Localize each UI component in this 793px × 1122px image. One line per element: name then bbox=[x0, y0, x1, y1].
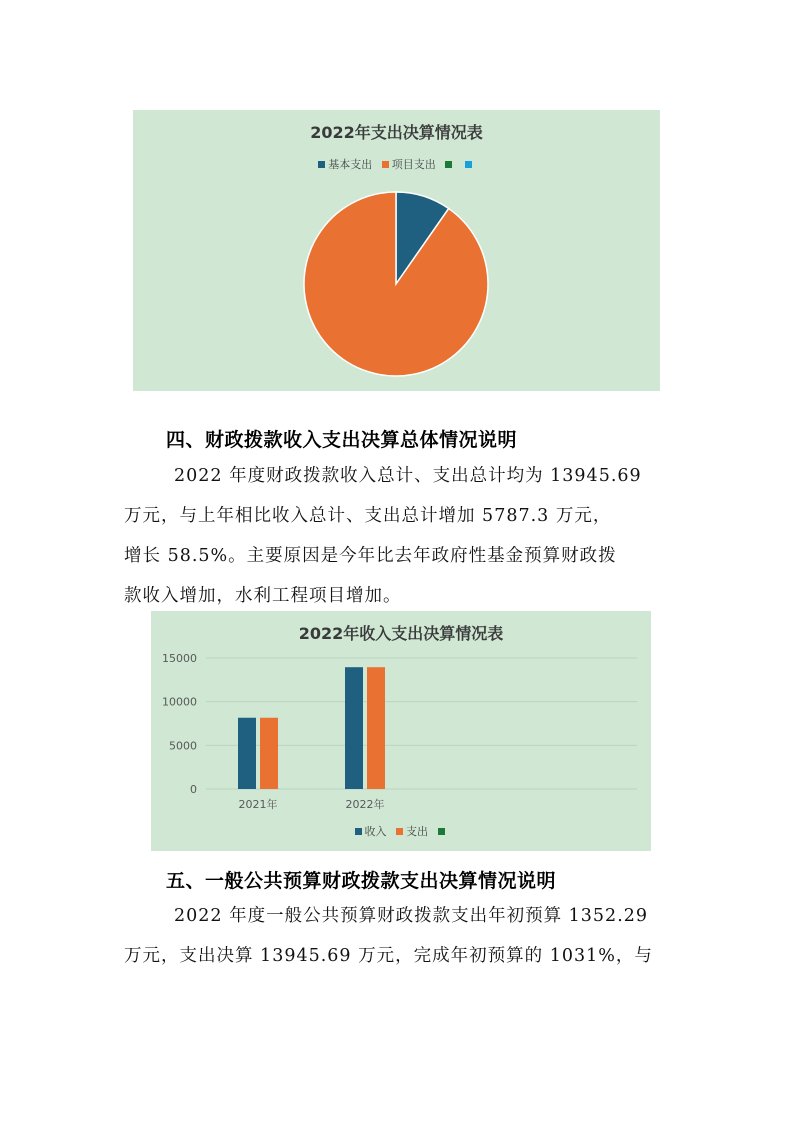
bar-收入-2021年 bbox=[238, 718, 256, 789]
section-5-heading: 五、一般公共预算财政拨款支出决算情况说明 bbox=[166, 870, 557, 892]
y-tick-label: 15000 bbox=[162, 652, 197, 665]
paragraph-line: 万元，与上年相比收入总计、支出总计增加 5787.3 万元， bbox=[124, 506, 612, 526]
x-tick-label: 2022年 bbox=[345, 798, 385, 811]
y-tick-label: 5000 bbox=[169, 739, 197, 753]
bar-支出-2021年 bbox=[260, 718, 278, 789]
legend-item-basic: 基本支出 bbox=[318, 156, 372, 172]
pie-chart-title: 2022年支出决算情况表 bbox=[310, 123, 483, 142]
bar-收入-2022年 bbox=[345, 667, 363, 789]
paragraph-line: 2022 年度财政拨款收入总计、支出总计均为 13945.69 bbox=[174, 466, 642, 486]
pie-chart-panel bbox=[133, 110, 660, 391]
bar-chart-legend bbox=[151, 823, 651, 839]
legend-item-income: 收入 bbox=[355, 823, 387, 839]
section-4-heading: 四、财政拨款收入支出决算总体情况说明 bbox=[166, 429, 518, 451]
legend-swatch bbox=[396, 828, 403, 835]
pie-chart-svg bbox=[133, 110, 660, 391]
legend-item-expense: 支出 bbox=[396, 823, 428, 839]
paragraph-line: 增长 58.5%。主要原因是今年比去年政府性基金预算财政拨 bbox=[124, 546, 617, 566]
paragraph-line: 款收入增加，水利工程项目增加。 bbox=[124, 586, 402, 606]
paragraph-line: 2022 年度一般公共预算财政拨款支出年初预算 1352.29 bbox=[174, 906, 649, 926]
bar-支出-2022年 bbox=[367, 667, 385, 789]
legend-item-project: 项目支出 bbox=[382, 156, 436, 172]
bar-chart-svg bbox=[151, 611, 651, 851]
y-tick-label: 10000 bbox=[162, 695, 197, 709]
legend-item-3 bbox=[438, 825, 448, 838]
x-tick-label: 2021年 bbox=[238, 798, 278, 811]
bar-chart-panel bbox=[151, 611, 651, 851]
pie-slice-1 bbox=[304, 192, 488, 376]
y-tick-label: 0 bbox=[190, 783, 197, 796]
legend-swatch bbox=[438, 828, 445, 835]
legend-swatch bbox=[355, 828, 362, 835]
bar-chart-title: 2022年收入支出决算情况表 bbox=[298, 624, 504, 643]
paragraph-line: 万元，支出决算 13945.69 万元，完成年初预算的 1031%，与 bbox=[124, 946, 653, 966]
